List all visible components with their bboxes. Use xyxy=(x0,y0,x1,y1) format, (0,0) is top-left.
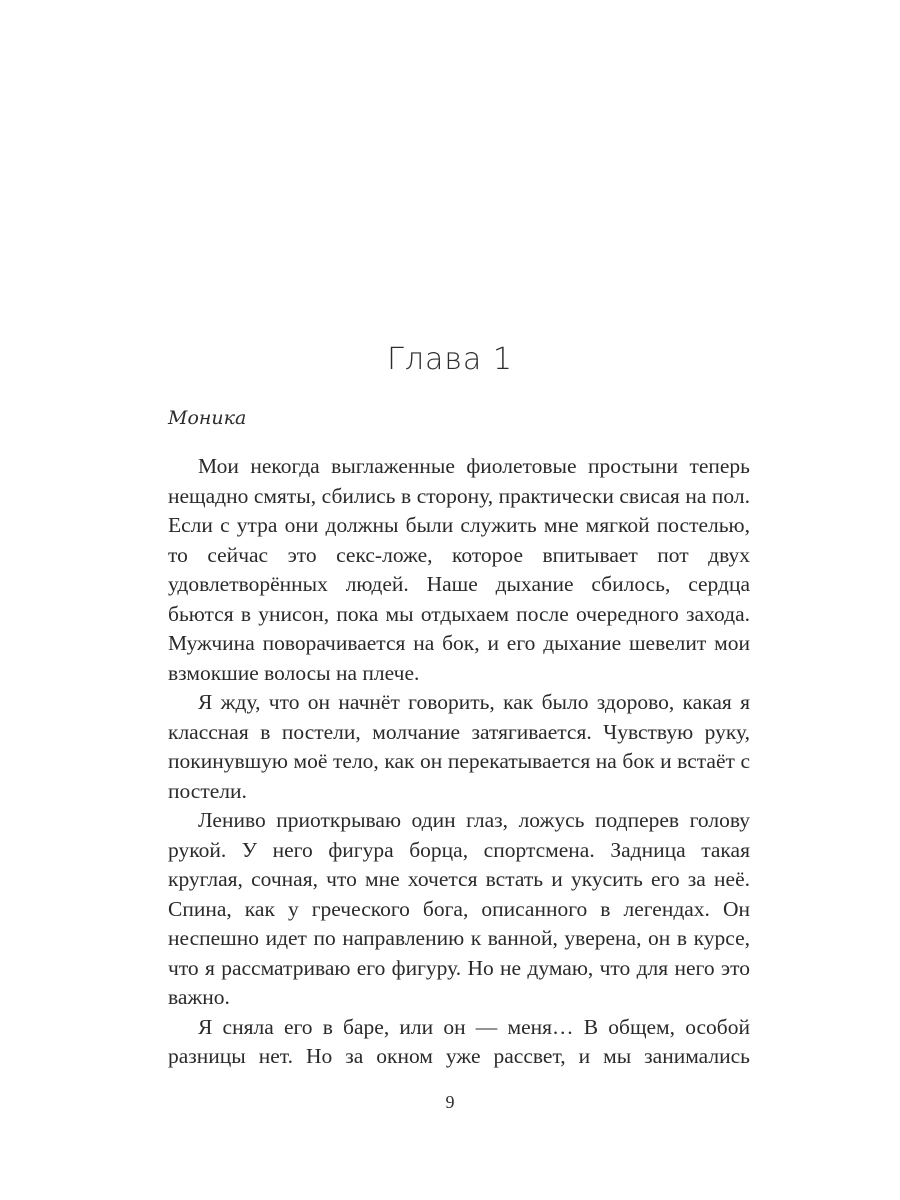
chapter-title: Глава 1 xyxy=(387,342,513,377)
pov-character-name: Моника xyxy=(168,407,247,429)
chapter-body xyxy=(168,452,750,1072)
paragraph: Я сняла его в баре, или он — меня… В общем, особой разницы нет. Но за окном уже рассвет, и мы занимались xyxy=(168,1014,750,1068)
paragraph: Мои некогда выглаженные фиолетовые простыни теперь нещадно смяты, сбились в сторону, практически свисая на пол. Если с утра они должны были служить мне мягкой постелью, то сейчас это секс-ложе, которое впитывает пот двух удовлетворённых людей. Наше дыхание сбилось, сердца бьются в унисон, пока мы отдыхаем после очередного захода. Мужчина поворачивается на бок, и его дыхание шевелит мои взмокшие волосы на плече. xyxy=(168,454,750,685)
paragraph: Лениво приоткрываю один глаз, ложусь подперев голову рукой. У него фигура борца, спортсмена. Задница такая круглая, сочная, что мне хочется встать и укусить его за неё. Спина, как у греческого бога, описанного в легендах. Он неспешно идет по направлению к ванной, уверена, он в курсе, что я рассматриваю его фигуру. Но не думаю, что для него это важно. xyxy=(168,808,750,1009)
paragraph: Я жду, что он начнёт говорить, как было здорово, какая я классная в постели, молчание затягивается. Чувствую руку, покинувшую моё тело, как он перекатывается на бок и встаёт с постели. xyxy=(168,690,750,803)
page-number: 9 xyxy=(445,1092,455,1112)
